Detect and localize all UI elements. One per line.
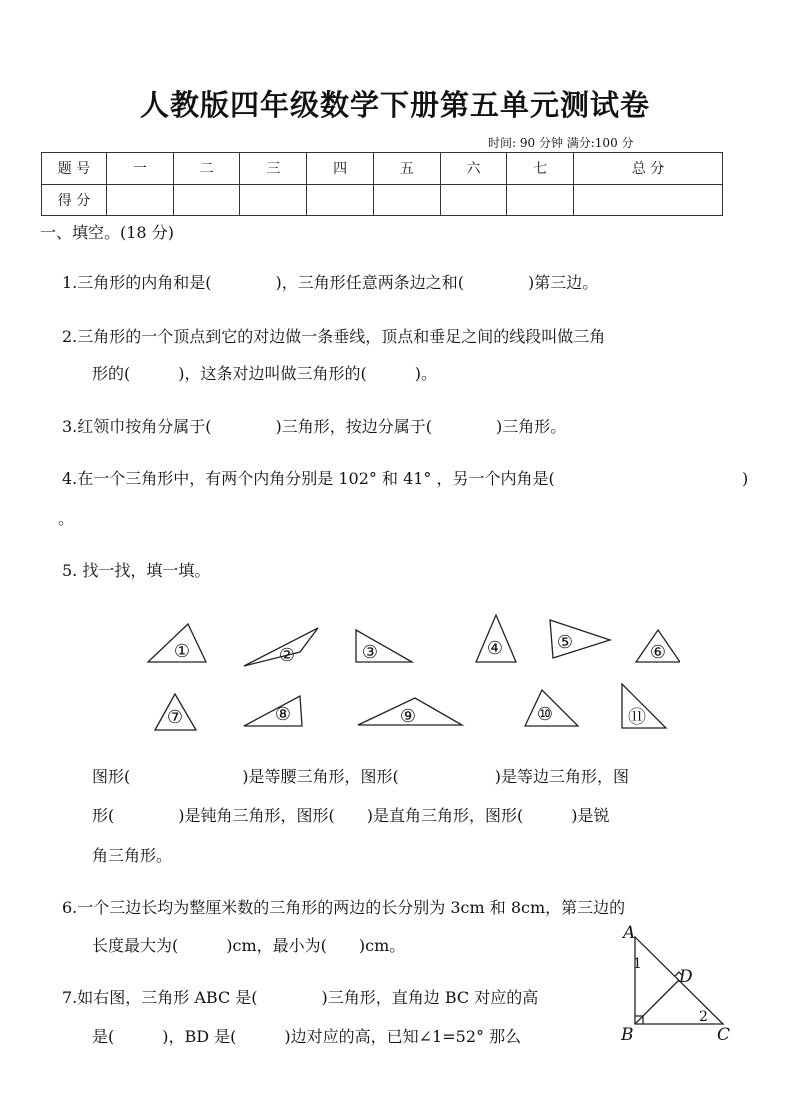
score-header-cell: 七 [507,153,574,185]
question-7-line2: 是( )，BD 是( )边对应的高，已知∠1=52° 那么 [92,1027,522,1046]
question-3: 3.红领巾按角分属于( )三角形，按边分属于( )三角形。 [62,417,567,436]
score-row-label: 得 分 [42,184,107,216]
question-2-line1: 2.三角形的一个顶点到它的对边做一条垂线，顶点和垂足之间的线段叫做三角 [62,327,606,346]
figure-label-11: ⑪ [628,707,646,728]
triangle-abc-diagram [615,922,750,1047]
figure-label-2: ② [278,645,296,666]
angle-label-1: 1 [633,956,642,972]
time-info: 时间: 90 分钟 满分:100 分 [488,136,634,150]
score-cell[interactable] [507,184,574,216]
score-header-cell: 一 [107,153,174,185]
question-5-line1: 图形( )是等腰三角形，图形( )是等边三角形，图 [92,767,629,786]
figure-label-1: ① [173,641,191,662]
question-1: 1.三角形的内角和是( )，三角形任意两条边之和( )第三边。 [62,273,599,292]
score-cell[interactable] [107,184,174,216]
question-7-line1: 7.如右图，三角形 ABC 是( )三角形，直角边 BC 对应的高 [62,988,539,1007]
figure-label-6: ⑥ [649,642,667,663]
page-title: 人教版四年级数学下册第五单元测试卷 [139,88,650,122]
question-5-line3: 角三角形。 [92,846,173,865]
question-6-line1: 6.一个三边长均为整厘米数的三角形的两边的长分别为 3cm 和 8cm，第三边的 [62,898,626,917]
triangle-figure-8 [244,696,302,726]
section-heading: 一、填空。(18 分) [40,223,174,242]
score-cell[interactable] [307,184,374,216]
figure-label-9: ⑨ [399,706,417,727]
vertex-label-c: C [717,1025,731,1045]
vertex-label-d: D [679,967,693,987]
figure-label-8: ⑧ [274,704,292,725]
altitude-bd [635,980,679,1024]
figure-label-4: ④ [486,638,504,659]
score-header-cell: 四 [307,153,374,185]
score-header-cell: 三 [240,153,307,185]
question-4-line2: 。 [58,509,75,528]
question-5: 5. 找一找，填一填。 [62,561,211,580]
question-4-close-paren: ) [742,469,749,488]
score-header-label: 题 号 [42,153,107,185]
figure-label-7: ⑦ [166,707,184,728]
score-header-row [42,153,723,185]
score-header-cell: 二 [173,153,240,185]
question-5-line2: 形( )是钝角三角形，图形( )是直角三角形，图形( )是锐 [92,806,610,825]
question-6-line2: 长度最大为( )cm，最小为( )cm。 [92,936,406,955]
triangle-figures [140,610,680,735]
score-header-total: 总 分 [574,153,723,185]
score-cell[interactable] [373,184,440,216]
figure-label-10: ⑩ [536,704,554,725]
score-value-row [42,184,723,216]
score-header-cell: 五 [373,153,440,185]
figure-label-3: ③ [361,642,379,663]
score-cell[interactable] [240,184,307,216]
score-table [41,152,723,216]
angle-label-2: 2 [699,1009,708,1025]
question-2-line2: 形的( )，这条对边叫做三角形的( )。 [92,364,437,383]
score-cell[interactable] [173,184,240,216]
vertex-label-a: A [623,923,636,943]
vertex-label-b: B [621,1025,634,1045]
question-4-line1: 4.在一个三角形中，有两个内角分别是 102° 和 41° ，另一个内角是( [62,469,555,488]
score-header-cell: 六 [440,153,507,185]
score-cell[interactable] [574,184,723,216]
figure-label-5: ⑤ [556,632,574,653]
score-cell[interactable] [440,184,507,216]
